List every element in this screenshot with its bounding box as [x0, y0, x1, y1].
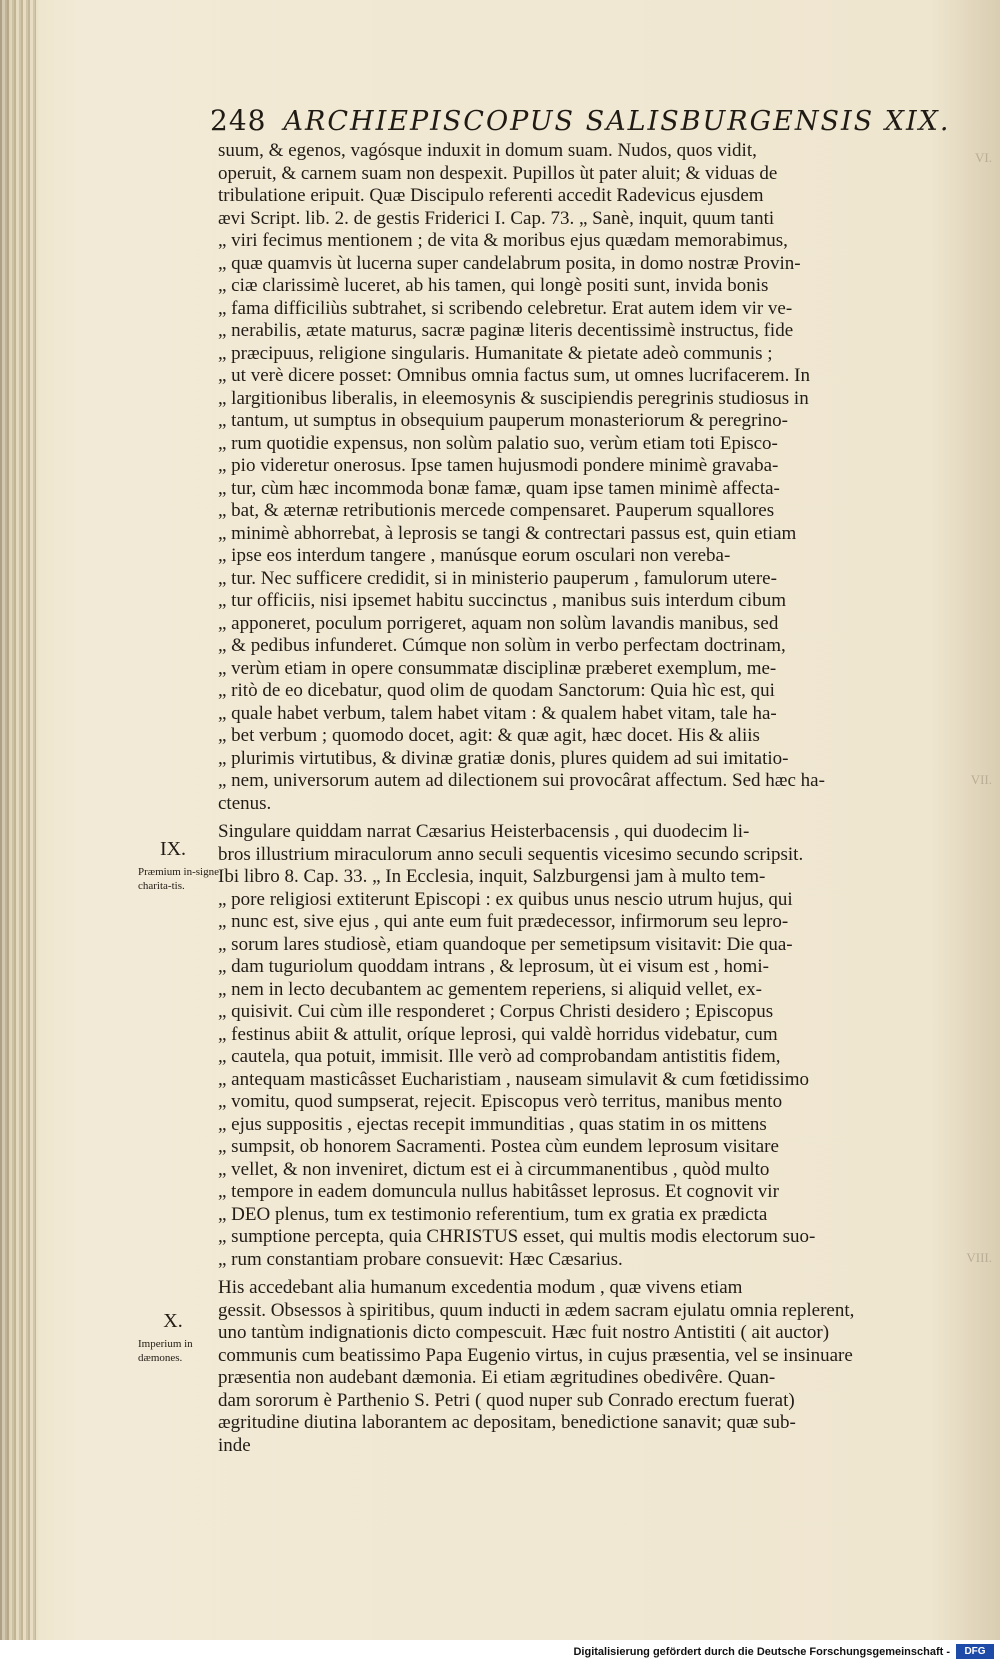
- text-line: „ sorum lares studiosè, etiam quandoque per semetipsum visitavit: Die qua-: [218, 933, 793, 955]
- body-text: [218, 140, 918, 1457]
- text-line: „ pore religiosi extiterunt Episcopi : ex quibus unus nescio utrum hujus, qui: [218, 888, 793, 910]
- section-numeral: IX.: [159, 838, 187, 860]
- text-line: „ apponeret, poculum porrigeret, aquam non solùm lavandis manibus, sed: [218, 612, 779, 634]
- text-line: Ibi libro 8. Cap. 33. „ In Ecclesia, inquit, Salzburgensi jam à multo tem-: [218, 866, 766, 887]
- text-line: „ rum quotidie expensus, non solùm palatio suo, verùm etiam toti Episco-: [218, 432, 778, 454]
- bleed-through-mark: VI.: [975, 150, 992, 165]
- text-line: „ nerabilis, ætate maturus, sacræ paginæ literis decentissimè instructus, fide: [218, 320, 794, 341]
- text-line: ctenus.: [218, 792, 272, 814]
- text-line: „ vomitu, quod sumpserat, rejecit. Episcopus verò territus, manibus mento: [218, 1091, 783, 1112]
- text-line: inde: [218, 1434, 251, 1456]
- margin-section-9: [138, 838, 220, 893]
- text-line: „ ipse eos interdum tangere , manúsque eorum osculari non vereba-: [218, 545, 731, 566]
- footer-credit: Digitalisierung gefördert durch die Deutsche Forschungsgemeinschaft -: [573, 1646, 950, 1658]
- text-line: „ sumptione percepta, quia CHRISTUS esset, qui multis modis electorum suo-: [218, 1226, 816, 1247]
- bleed-through-mark: VII.: [970, 772, 992, 787]
- text-line: „ minimè abhorrebat, à leprosis se tangi & contrectari passus est, quin etiam: [218, 522, 797, 544]
- text-line: „ vellet, & non inveniret, dictum est ei à circummanentibus , quòd multo: [218, 1158, 770, 1180]
- text-line: suum, & egenos, vagósque induxit in domum suam. Nudos, quos vidit,: [218, 140, 757, 161]
- running-title: ARCHIEPISCOPUS SALISBURGENSIS XIX.: [283, 106, 951, 137]
- text-line: „ fama difficiliùs subtrahet, si scribendo celebretur. Erat autem idem vir ve-: [218, 297, 793, 319]
- text-line: „ dam tuguriolum quoddam intrans , & leprosum, ùt ei visum est , homi-: [218, 956, 769, 977]
- text-line: „ quale habet verbum, talem habet vitam : & qualem habet vitam, tale ha-: [218, 702, 777, 724]
- bleed-through-mark: VIII.: [966, 1250, 992, 1265]
- text-line: „ nunc est, sive ejus , qui ante eum fuit prædecessor, infirmorum seu lepro-: [218, 911, 789, 932]
- text-line: „ nem, universorum autem ad dilectionem sui provocârat affectum. Sed hæc ha-: [218, 770, 825, 791]
- text-line: „ quisivit. Cui cùm ille responderet ; Corpus Christi desidero ; Episcopus: [218, 1001, 774, 1022]
- page-number: 248: [210, 104, 267, 137]
- text-line: bros illustrium miraculorum anno seculi sequentis vicesimo secundo scripsit.: [218, 843, 804, 865]
- text-line: ævi Script. lib. 2. de gestis Friderici I. Cap. 73. „ Sanè, inquit, quum tanti: [218, 207, 775, 229]
- margin-section-10: [138, 1310, 220, 1365]
- page-header: [210, 104, 951, 144]
- text-line: „ quæ quamvis ùt lucerna super candelabrum posita, in domo nostræ Provin-: [218, 252, 801, 274]
- text-line: „ bat, & æternæ retributionis mercede compensaret. Pauperum squallores: [218, 500, 775, 521]
- margin-note: Imperium in dæmones.: [138, 1338, 193, 1364]
- text-line: ægritudine diutina laborantem ac depositam, benedictione sanavit; quæ sub-: [218, 1412, 796, 1433]
- text-line: uno tantùm indignationis dicto compescuit. Hæc fuit nostro Antistiti ( ait auctor): [218, 1322, 830, 1343]
- text-line: operuit, & carnem suam non despexit. Pupillos ùt pater aluit; & viduas de: [218, 162, 778, 184]
- text-line: „ ciæ clarissimè luceret, ab his tamen, qui longè positi sunt, invida bonis: [218, 275, 769, 296]
- section-numeral: X.: [163, 1310, 183, 1332]
- text-line: communis cum beatissimo Papa Eugenio virtus, in cujus præsentia, vel se insinuare: [218, 1344, 853, 1366]
- dfg-logo-icon: DFG: [956, 1644, 994, 1659]
- text-line: „ tur officiis, nisi ipsemet habitu succinctus , manibus suis interdum cibum: [218, 590, 786, 611]
- text-line: „ viri fecimus mentionem ; de vita & moribus ejus quædam memorabimus,: [218, 230, 788, 251]
- text-line: „ tantum, ut sumptus in obsequium pauperum monasteriorum & peregrino-: [218, 410, 788, 431]
- text-line: „ tur. Nec sufficere credidit, si in ministerio pauperum , famulorum utere-: [218, 567, 777, 589]
- text-line: „ plurimis virtutibus, & divinæ gratiæ donis, plures quidem ad sui imitatio-: [218, 747, 789, 769]
- text-line: dam sororum è Parthenio S. Petri ( quod nuper sub Conrado erectum fuerat): [218, 1389, 795, 1411]
- text-line: „ largitionibus liberalis, in eleemosynis & suscipiendis peregrinis studiosus in: [218, 387, 809, 409]
- text-line: „ & pedibus infunderet. Cúmque non solùm in verbo perfectam doctrinam,: [218, 635, 786, 656]
- text-line: „ cautela, qua potuit, immisit. Ille verò ad comprobandam antistitis fidem,: [218, 1046, 781, 1067]
- text-line: præsentia non audebant dæmonia. Ei etiam ægritudines obedivêre. Quan-: [218, 1367, 776, 1388]
- text-line: „ ut verè dicere posset: Omnibus omnia factus sum, ut omnes lucrifacerem. In: [218, 365, 810, 386]
- text-line: „ festinus abiit & attulit, oríque leprosi, qui valdè horridus videbatur, cum: [218, 1023, 778, 1045]
- text-line: „ sumpsit, ob honorem Sacramenti. Postea cùm eundem leprosum visitare: [218, 1136, 779, 1157]
- text-line: „ ritò de eo dicebatur, quod olim de quodam Sanctorum: Quia hìc est, qui: [218, 680, 775, 701]
- text-line: „ tempore in eadem domuncula nullus habitâsset leprosus. Et cognovit vir: [218, 1181, 779, 1202]
- text-line: „ verùm etiam in opere consummatæ disciplinæ præberet exemplum, me-: [218, 657, 777, 679]
- text-line: gessit. Obsessos à spiritibus, quum inducti in ædem sacram ejulatu omnia replerent,: [218, 1299, 855, 1321]
- text-line: tribulatione eripuit. Quæ Discipulo referenti accedit Radevicus ejusdem: [218, 185, 764, 206]
- text-line: „ tur, cùm hæc incommoda bonæ famæ, quam ipse tamen minimè affecta-: [218, 477, 780, 499]
- text-line: „ rum constantiam probare consuevit: Hæc Cæsarius.: [218, 1248, 623, 1270]
- text-line: „ præcipuus, religione singularis. Humanitate & pietate adeò communis ;: [218, 342, 773, 364]
- text-line: „ antequam masticâsset Eucharistiam , nauseam simulavit & cum fœtidissimo: [218, 1068, 809, 1090]
- text-line: „ DEO plenus, tum ex testimonio referentium, tum ex gratia ex prædicta: [218, 1203, 768, 1225]
- margin-note: Præmium in-signe charita-tis.: [138, 866, 219, 892]
- text-line: „ pio videretur onerosus. Ipse tamen hujusmodi pondere minimè gravaba-: [218, 455, 779, 476]
- text-line: Singulare quiddam narrat Cæsarius Heisterbacensis , qui duodecim li-: [218, 821, 750, 842]
- text-line: His accedebant alia humanum excedentia modum , quæ vivens etiam: [218, 1277, 743, 1298]
- text-line: „ ejus suppositis , ejectas recepit immunditias , quas statim in os mittens: [218, 1113, 767, 1135]
- footer-bar: [0, 1640, 1000, 1664]
- book-spine-edge: [0, 0, 36, 1640]
- text-line: „ bet verbum ; quomodo docet, agit: & quæ agit, hæc docet. His & aliis: [218, 725, 760, 746]
- text-line: „ nem in lecto decubantem ac gementem reperiens, si aliquid vellet, ex-: [218, 978, 762, 1000]
